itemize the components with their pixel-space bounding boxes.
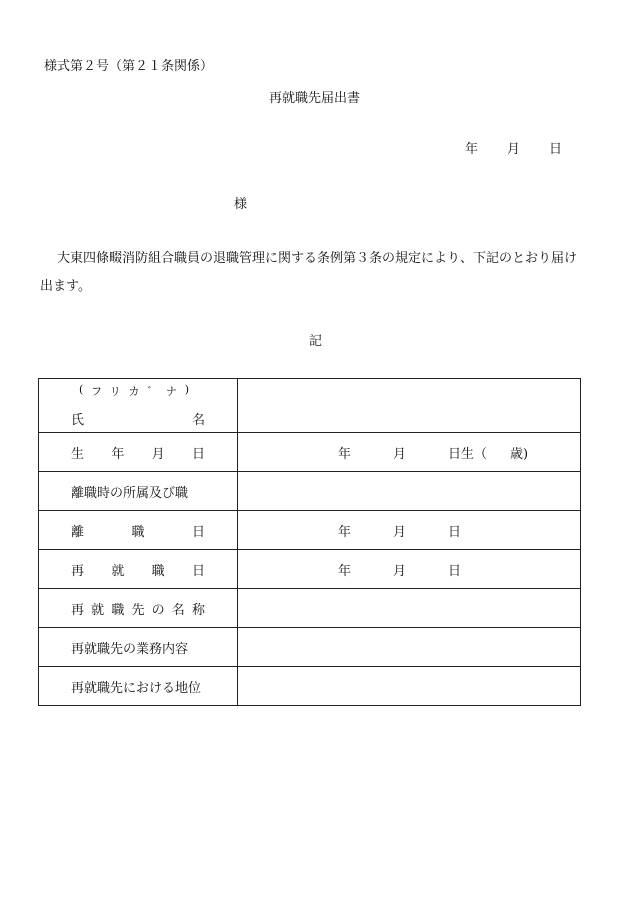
position-label: 再就職先における地位 (71, 680, 202, 696)
affiliation-label-cell (39, 472, 238, 511)
date-day-label: 日 (549, 142, 563, 157)
position-label-cell (39, 667, 238, 706)
addressee-suffix: 様 (234, 197, 248, 212)
year-label: 年 (338, 446, 352, 462)
affiliation-label: 離職時の所属及び職 (71, 485, 189, 501)
furigana-paren: ( (79, 383, 84, 396)
label-char: 職 (151, 563, 165, 579)
label-char: 称 (191, 602, 205, 618)
furigana-char: ナ (165, 385, 177, 398)
table-row (39, 472, 581, 511)
birthdate-label-cell (39, 433, 238, 472)
label-char: 日 (191, 524, 205, 540)
label-char: 就 (111, 563, 125, 579)
position-field[interactable] (238, 667, 581, 706)
label-char: 年 (111, 446, 125, 462)
date-year-label: 年 (465, 142, 479, 157)
employer-name-field[interactable] (238, 589, 581, 628)
month-label: 月 (393, 446, 407, 462)
furigana-char: リ (109, 385, 121, 398)
table-row (39, 628, 581, 667)
label-char: 名 (171, 602, 185, 618)
reemploy-date-field[interactable] (238, 550, 581, 589)
reemploy-date-label (71, 560, 205, 579)
date-month-label: 月 (507, 142, 521, 157)
body-text: 大東四條畷消防組合職員の退職管理に関する条例第３条の規定により、下記のとおり届け出ます。 (40, 251, 578, 294)
business-label: 再就職先の業務内容 (71, 641, 189, 657)
birthdate-label (71, 443, 205, 462)
label-char: 名 (191, 413, 205, 428)
label-char: 月 (151, 446, 165, 462)
furigana-char: ゛ (147, 385, 159, 398)
name-label-cell (39, 379, 238, 433)
retire-date-field[interactable] (238, 511, 581, 550)
furigana-label (79, 383, 189, 399)
year-label: 年 (338, 524, 352, 540)
furigana-paren: ) (184, 383, 189, 396)
day-label: 日 (448, 563, 462, 579)
label-char: 離 (71, 524, 85, 540)
ki-heading: 記 (309, 334, 323, 349)
furigana-char: フ (91, 385, 103, 398)
day-label: 日 (448, 524, 462, 540)
label-char: 再 (71, 602, 85, 618)
document-title: 再就職先届出書 (269, 91, 361, 106)
employer-name-label-cell (39, 589, 238, 628)
affiliation-field[interactable] (238, 472, 581, 511)
table-row (39, 550, 581, 589)
furigana-char: カ (128, 385, 140, 398)
label-char: 氏 (71, 413, 85, 428)
label-char: 就 (91, 602, 105, 618)
label-char: 日 (191, 563, 205, 579)
form-number: 様式第２号（第２１条関係） (44, 59, 214, 74)
reemploy-date-label-cell (39, 550, 238, 589)
label-char: 職 (131, 524, 145, 540)
month-label: 月 (393, 524, 407, 540)
form-table (38, 378, 581, 706)
name-field[interactable] (238, 379, 581, 433)
submission-date (465, 138, 562, 157)
table-row (39, 589, 581, 628)
label-char: 生 (71, 446, 85, 462)
table-row (39, 667, 581, 706)
label-char: の (151, 602, 165, 618)
retire-date-label (71, 521, 205, 540)
birthdate-field[interactable] (238, 433, 581, 472)
table-row (39, 511, 581, 550)
name-label (71, 409, 205, 428)
label-char: 先 (131, 602, 145, 618)
retire-date-label-cell (39, 511, 238, 550)
employer-name-label (71, 599, 205, 618)
table-row (39, 433, 581, 472)
month-label: 月 (393, 563, 407, 579)
label-char: 職 (111, 602, 125, 618)
label-char: 再 (71, 563, 85, 579)
age-label: 歳) (510, 446, 529, 462)
year-label: 年 (338, 563, 352, 579)
label-char: 日 (191, 446, 205, 462)
business-label-cell (39, 628, 238, 667)
table-row (39, 379, 581, 433)
business-field[interactable] (238, 628, 581, 667)
day-born-label: 日生（ (448, 446, 488, 462)
